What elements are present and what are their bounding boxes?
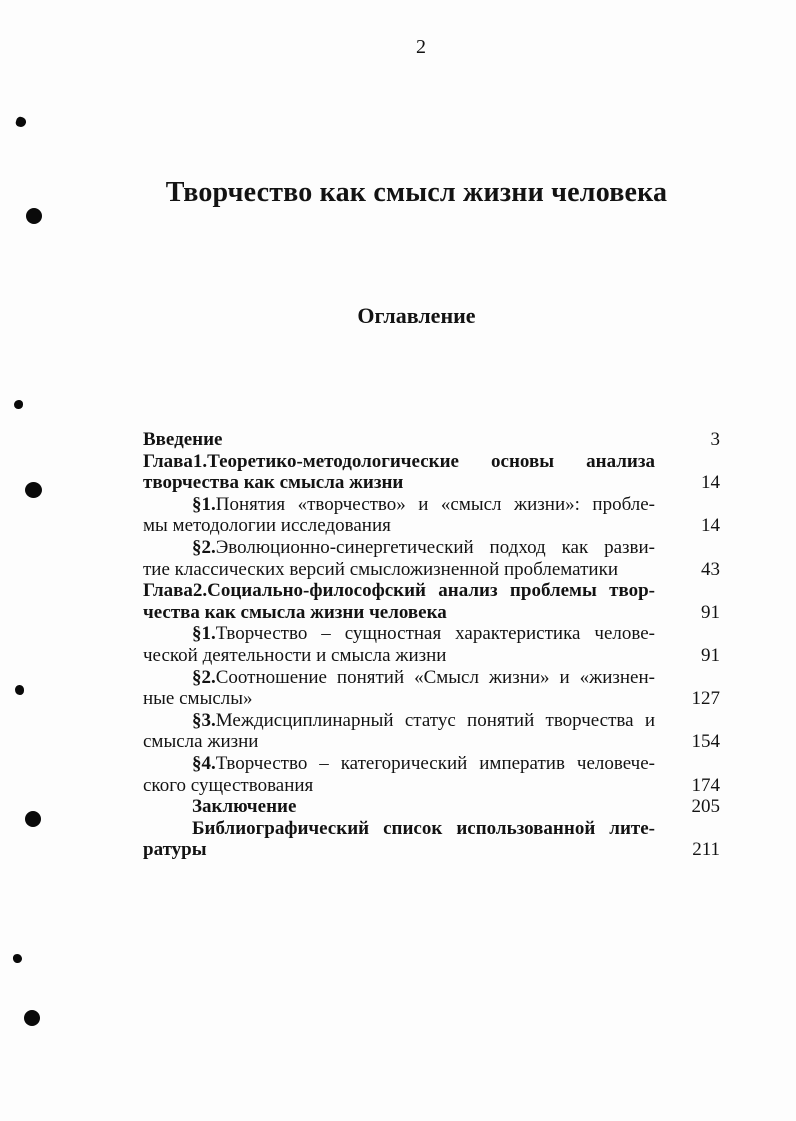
scan-artifact-dot [25, 482, 42, 498]
toc-page-number: 43 [701, 558, 720, 580]
toc-entry-bold: творчества как смысла жизни [143, 472, 404, 494]
toc-entry-text: Творчество – сущностная характеристика челове- [215, 623, 655, 645]
toc-page-number [655, 580, 720, 602]
toc-line-chapter1-cont [143, 472, 720, 494]
toc-entry-text: Междисциплинарный статус понятий творчества и [215, 709, 655, 731]
toc-page-number [655, 818, 720, 840]
toc-entry-text: смысла жизни [143, 731, 259, 753]
toc-page-number [655, 667, 720, 689]
toc-page-number: 205 [691, 796, 720, 818]
table-of-contents [143, 429, 720, 861]
toc-entry-bold: §2. [192, 536, 216, 558]
toc-line-ch2-par1 [143, 623, 720, 645]
toc-page-number: 127 [691, 688, 720, 710]
toc-entry-bold: §4. [192, 752, 216, 774]
toc-line-ch2-par3 [143, 710, 720, 732]
toc-line-ch2-par1-cont [143, 645, 720, 667]
toc-line-ch2-par3-cont [143, 731, 720, 753]
toc-entry-bold: чества как смысла жизни человека [143, 601, 447, 623]
toc-line-ch1-par1-cont [143, 515, 720, 537]
toc-heading: Оглавление [357, 303, 476, 328]
toc-line-ch2-par4-cont [143, 775, 720, 797]
page-number: 2 [416, 36, 426, 58]
toc-page-number [655, 451, 720, 473]
toc-line-chapter2-cont [143, 602, 720, 624]
toc-page-number: 174 [691, 774, 720, 796]
toc-entry-bold: Глава2.Социально-философский анализ проблемы твор- [143, 580, 655, 602]
scan-artifact-dot [15, 116, 27, 128]
toc-line-ch2-par4 [143, 753, 720, 775]
scan-artifact-dot [14, 400, 23, 409]
toc-line-ch1-par1 [143, 494, 720, 516]
toc-entry-bold: ратуры [143, 839, 207, 861]
toc-entry-bold: §3. [192, 709, 216, 731]
toc-page-number: 14 [701, 515, 720, 537]
toc-entry-bold: Глава1.Теоретико-методологические основы анализа [143, 450, 655, 472]
toc-entry-bold: §1. [192, 493, 216, 515]
toc-page-number [655, 753, 720, 775]
toc-entry-text: Эволюционно-синергетический подход как разви- [215, 536, 655, 558]
document-title: Творчество как смысл жизни человека [165, 177, 668, 208]
toc-line-chapter1 [143, 451, 720, 473]
toc-page-number: 3 [710, 429, 720, 450]
scan-artifact-dot [24, 1010, 40, 1026]
toc-line-conclusion [143, 796, 720, 818]
toc-page-number: 211 [692, 839, 720, 861]
toc-page-number: 154 [691, 731, 720, 753]
scan-artifact-dot [15, 685, 24, 695]
toc-line-chapter2 [143, 580, 720, 602]
toc-page-number: 91 [701, 601, 720, 623]
scan-artifact-dot [12, 953, 22, 963]
toc-entry-bold: §1. [192, 623, 216, 645]
toc-entry-text: Понятия «творчество» и «смысл жизни»: пробле- [215, 493, 655, 515]
toc-page-number [655, 537, 720, 559]
toc-line-bibliography-cont [143, 839, 720, 861]
toc-entry-bold: Библиографический список использованной лите- [192, 817, 655, 839]
toc-entry-text: Соотношение понятий «Смысл жизни» и «жизнен- [215, 666, 655, 688]
toc-entry-bold: Заключение [192, 796, 297, 818]
scan-artifact-dot [26, 208, 42, 224]
toc-entry-text: ные смыслы» [143, 688, 253, 710]
scan-artifact-dot [25, 811, 41, 827]
toc-page-number [655, 710, 720, 732]
toc-line-ch1-par2-cont [143, 559, 720, 581]
toc-entry-bold: Введение [143, 429, 223, 450]
toc-page-number: 14 [701, 472, 720, 494]
toc-line-introduction [143, 429, 720, 451]
toc-page-number [655, 623, 720, 645]
toc-line-bibliography [143, 818, 720, 840]
toc-entry-text: ского существования [143, 774, 314, 796]
toc-entry-bold: §2. [192, 666, 216, 688]
toc-entry-text: Творчество – категорический императив человече- [215, 752, 655, 774]
toc-page-number: 91 [701, 644, 720, 666]
toc-entry-text: мы методологии исследования [143, 515, 391, 537]
toc-page-number [655, 494, 720, 516]
toc-line-ch2-par2-cont [143, 688, 720, 710]
toc-line-ch1-par2 [143, 537, 720, 559]
toc-entry-text: тие классических версий смысложизненной проблематики [143, 558, 618, 580]
toc-entry-text: ческой деятельности и смысла жизни [143, 644, 447, 666]
toc-line-ch2-par2 [143, 667, 720, 689]
